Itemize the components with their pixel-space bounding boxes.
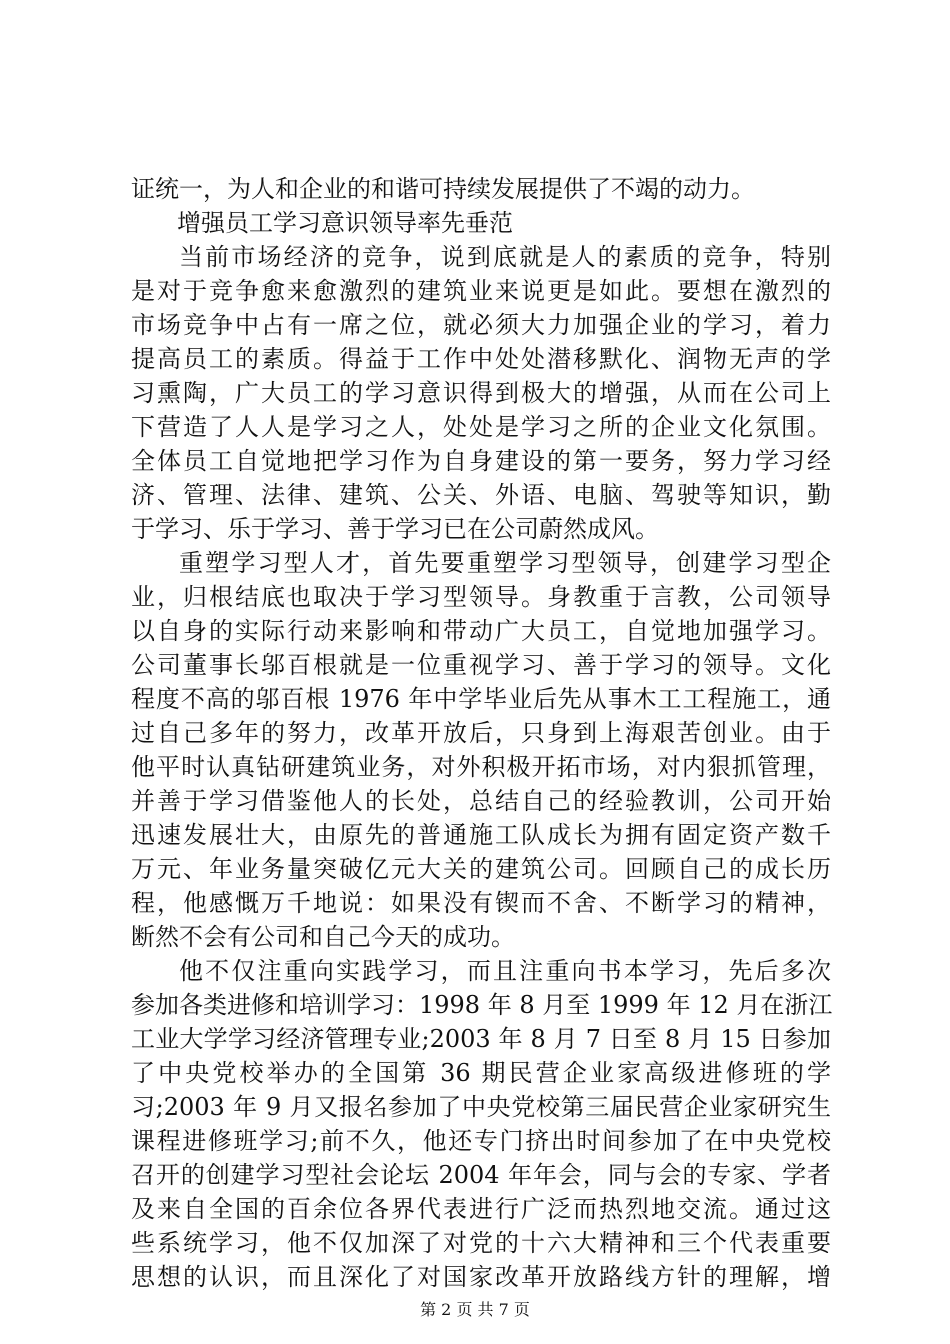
text-line: 程，他感慨万千地说：如果没有锲而不舍、不断学习的精神，: [131, 889, 831, 917]
text-line: 是对于竞争愈来愈激烈的建筑业来说更是如此。要想在激烈的: [131, 277, 831, 305]
document-body: [131, 172, 831, 1294]
text-line: 参加各类进修和培训学习：1998 年 8 月至 1999 年 12 月在浙江: [131, 991, 833, 1019]
text-line: 程度不高的邬百根 1976 年中学毕业后先从事木工工程施工，通: [131, 685, 831, 713]
text-line: 万元、年业务量突破亿元大关的建筑公司。回顾自己的成长历: [131, 855, 831, 883]
text-line: 迅速发展壮大，由原先的普通施工队成长为拥有固定资产数千: [131, 821, 831, 849]
text-line: 思想的认识，而且深化了对国家改革开放路线方针的理解，增: [131, 1263, 831, 1291]
text-line: 习熏陶，广大员工的学习意识得到极大的增强，从而在公司上: [131, 379, 831, 407]
text-line: 证统一，为人和企业的和谐可持续发展提供了不竭的动力。: [131, 175, 755, 203]
section-heading: 增强员工学习意识领导率先垂范: [177, 209, 513, 237]
text-line: 过自己多年的努力，改革开放后，只身到上海艰苦创业。由于: [131, 719, 831, 747]
page-footer: 第 2 页 共 7 页: [420, 1300, 530, 1319]
text-line: 当前市场经济的竞争，说到底就是人的素质的竞争，特别: [179, 243, 831, 271]
text-line: 习;2003 年 9 月又报名参加了中央党校第三届民营企业家研究生: [131, 1093, 831, 1121]
text-line: 下营造了人人是学习之人，处处是学习之所的企业文化氛围。: [131, 413, 831, 441]
text-line: 及来自全国的百余位各界代表进行广泛而热烈地交流。通过这: [131, 1195, 831, 1223]
text-line: 了中央党校举办的全国第 36 期民营企业家高级进修班的学: [131, 1059, 831, 1087]
text-line: 提高员工的素质。得益于工作中处处潜移默化、润物无声的学: [131, 345, 831, 373]
text-line: 他不仅注重向实践学习，而且注重向书本学习，先后多次: [179, 957, 831, 985]
text-line: 工业大学学习经济管理专业;2003 年 8 月 7 日至 8 月 15 日参加: [131, 1025, 831, 1053]
text-line: 重塑学习型人才，首先要重塑学习型领导，创建学习型企: [179, 549, 831, 577]
text-line: 些系统学习，他不仅加深了对党的十六大精神和三个代表重要: [131, 1229, 831, 1257]
text-line: 公司董事长邬百根就是一位重视学习、善于学习的领导。文化: [131, 651, 831, 679]
text-line: 于学习、乐于学习、善于学习已在公司蔚然成风。: [131, 515, 659, 543]
text-line: 济、管理、法律、建筑、公关、外语、电脑、驾驶等知识，勤: [131, 481, 831, 509]
text-line: 市场竞争中占有一席之位，就必须大力加强企业的学习，着力: [131, 311, 831, 339]
text-line: 召开的创建学习型社会论坛 2004 年年会，同与会的专家、学者: [131, 1161, 831, 1189]
text-line: 以自身的实际行动来影响和带动广大员工，自觉地加强学习。: [131, 617, 831, 645]
text-line: 业，归根结底也取决于学习型领导。身教重于言教，公司领导: [131, 583, 831, 611]
text-line: 并善于学习借鉴他人的长处，总结自己的经验教训，公司开始: [131, 787, 831, 815]
text-line: 全体员工自觉地把学习作为自身建设的第一要务，努力学习经: [131, 447, 831, 475]
text-line: 断然不会有公司和自己今天的成功。: [131, 923, 515, 951]
text-line: 他平时认真钻研建筑业务，对外积极开拓市场，对内狠抓管理，: [131, 753, 831, 781]
text-line: 课程进修班学习;前不久，他还专门挤出时间参加了在中央党校: [131, 1127, 831, 1155]
